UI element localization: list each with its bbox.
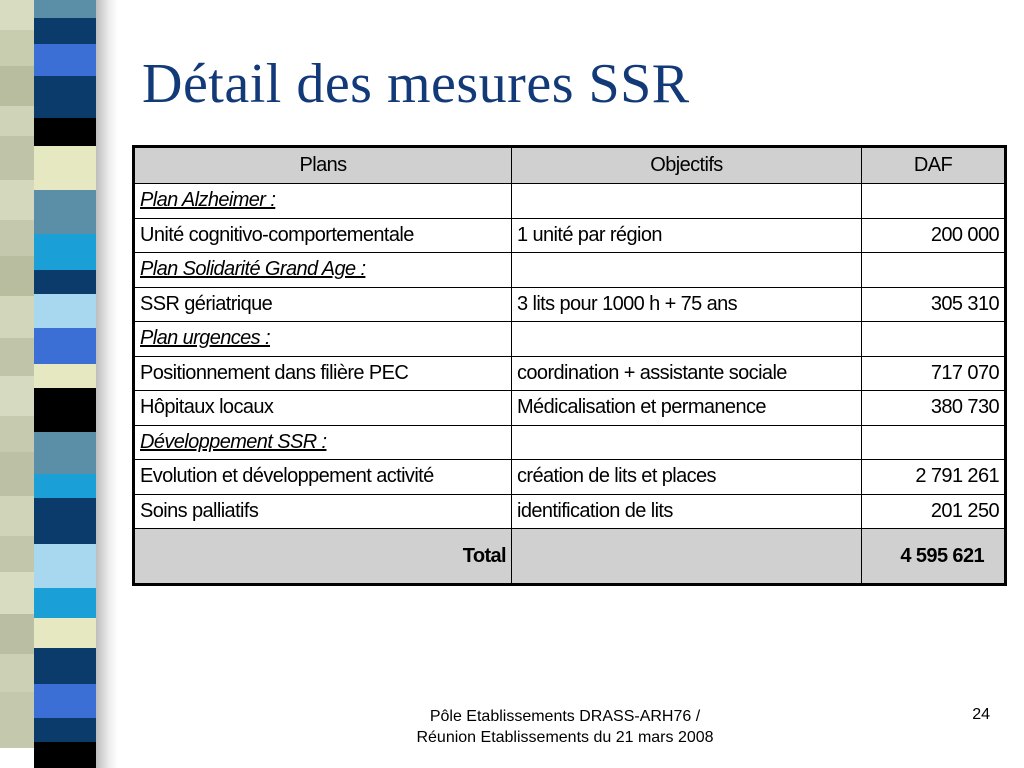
measures-table [132, 145, 1007, 586]
cell-daf [862, 322, 1006, 357]
cell-daf [862, 184, 1006, 219]
cell-daf: 2 791 261 [862, 460, 1006, 495]
table-row [134, 460, 1006, 495]
total-label: Total [134, 529, 512, 585]
table-body [134, 184, 1006, 585]
cell-daf: 201 250 [862, 494, 1006, 529]
cell-plans: Unité cognitivo-comportementale [134, 218, 512, 253]
slide-title: Détail des mesures SSR [142, 53, 690, 115]
cell-daf: 200 000 [862, 218, 1006, 253]
cell-objectifs: création de lits et places [512, 460, 862, 495]
cell-plans: Evolution et développement activité [134, 460, 512, 495]
cell-daf: 717 070 [862, 356, 1006, 391]
plan-header-row [134, 425, 1006, 460]
table-row [134, 391, 1006, 426]
cell-objectifs: identification de lits [512, 494, 862, 529]
cell-plans: Hôpitaux locaux [134, 391, 512, 426]
cell-objectifs: 1 unité par région [512, 218, 862, 253]
cell-plans: Soins palliatifs [134, 494, 512, 529]
decorative-stripe-band [34, 0, 96, 768]
table-row [134, 218, 1006, 253]
header-plans: Plans [134, 147, 512, 184]
table-row [134, 287, 1006, 322]
plan-header-row [134, 322, 1006, 357]
cell-plans: Plan Solidarité Grand Age : [134, 253, 512, 288]
header-objectifs: Objectifs [512, 147, 862, 184]
band-shadow [96, 0, 118, 768]
cell-plans: Positionnement dans filière PEC [134, 356, 512, 391]
plan-header-row [134, 253, 1006, 288]
cell-objectifs: 3 lits pour 1000 h + 75 ans [512, 287, 862, 322]
plan-header-row [134, 184, 1006, 219]
header-daf: DAF [862, 147, 1006, 184]
table-row [134, 356, 1006, 391]
cell-objectifs: coordination + assistante sociale [512, 356, 862, 391]
slide-footer: Pôle Etablissements DRASS-ARH76 / Réunion Etablissements du 21 mars 2008 [416, 708, 714, 746]
cell-plans: Développement SSR : [134, 425, 512, 460]
cell-plans: SSR gériatrique [134, 287, 512, 322]
cell-daf: 380 730 [862, 391, 1006, 426]
table-row [134, 494, 1006, 529]
cell-objectifs [512, 425, 862, 460]
cell-objectifs: Médicalisation et permanence [512, 391, 862, 426]
cell-plans: Plan Alzheimer : [134, 184, 512, 219]
total-value: 4 595 621 [862, 529, 1006, 585]
total-row [134, 529, 1006, 585]
cell-objectifs [512, 184, 862, 219]
cell-daf: 305 310 [862, 287, 1006, 322]
total-objectifs-cell [512, 529, 862, 585]
cell-daf [862, 253, 1006, 288]
decorative-stripe-band-left [0, 0, 34, 768]
page-number: 24 [972, 706, 990, 723]
table-header-row [134, 147, 1006, 184]
cell-plans: Plan urgences : [134, 322, 512, 357]
cell-daf [862, 425, 1006, 460]
cell-objectifs [512, 322, 862, 357]
cell-objectifs [512, 253, 862, 288]
